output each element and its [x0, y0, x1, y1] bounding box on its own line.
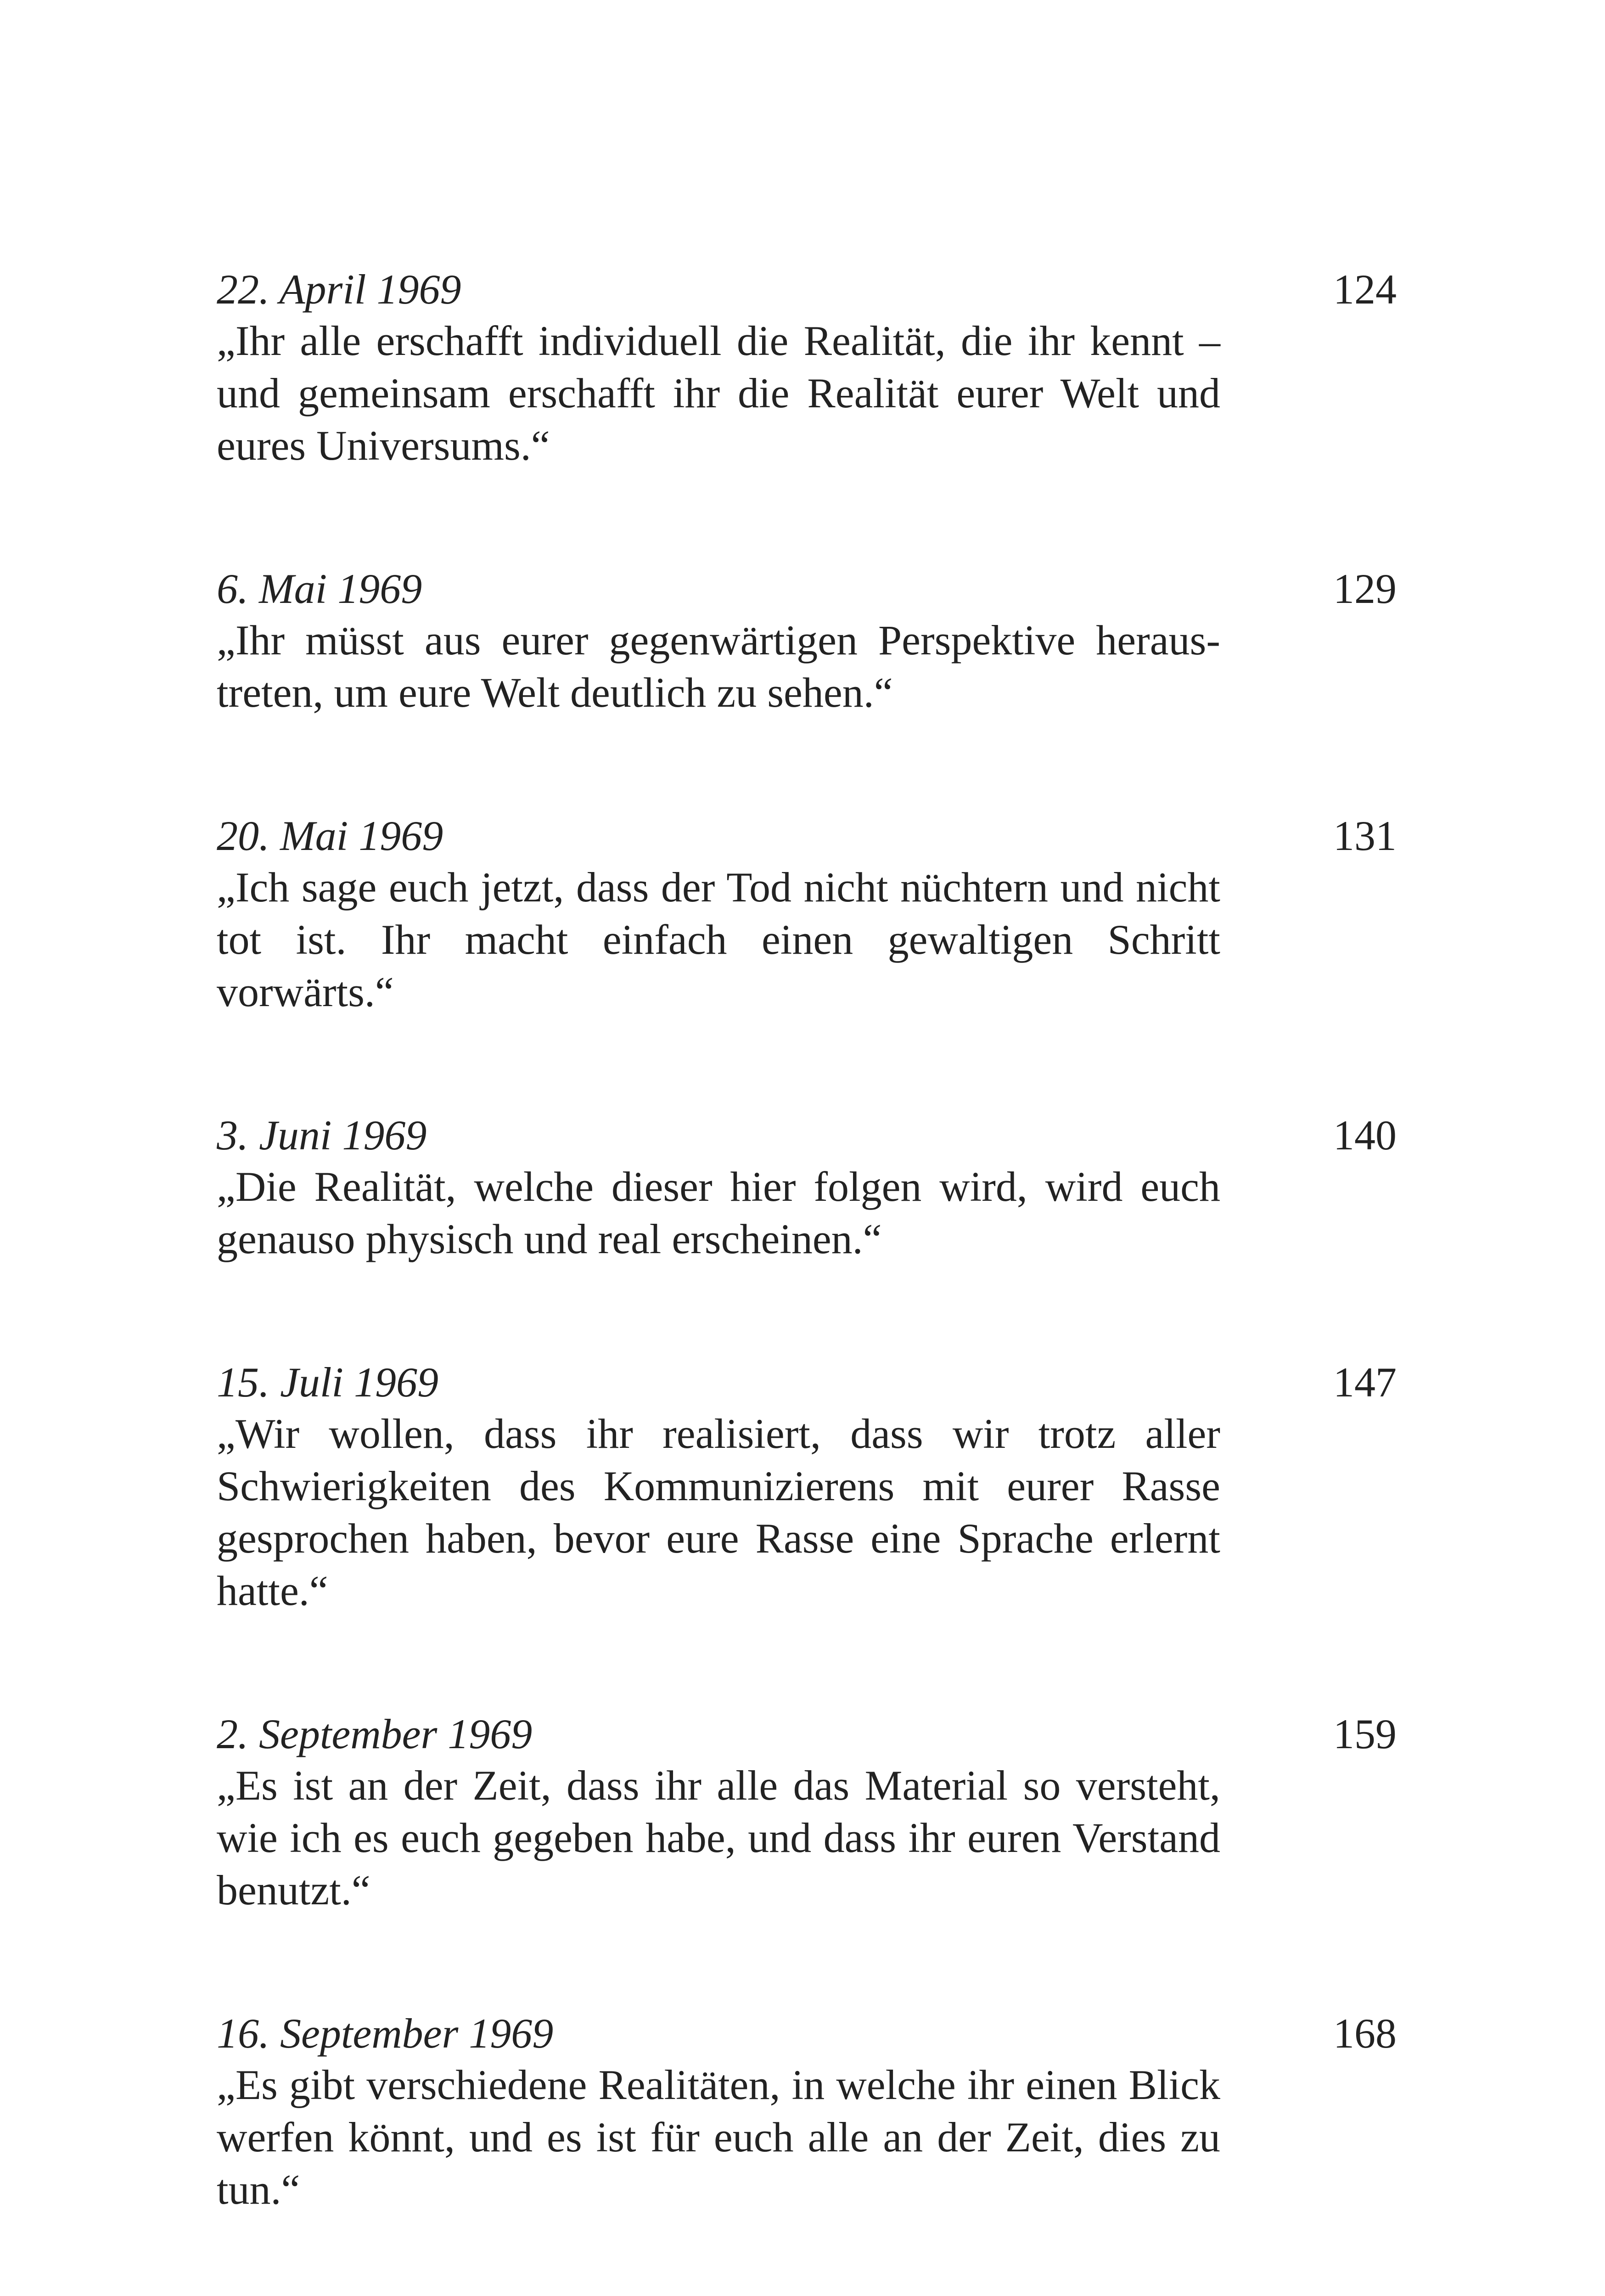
- toc-entry: [217, 563, 1397, 719]
- entry-quote: „Es ist an der Zeit, dass ihr alle das Material so versteht, wie ich es euch gegeben habe, und dass ihr euren Verstand benutzt.“: [217, 1762, 1220, 1913]
- entry-date: 22. April 1969: [217, 266, 461, 313]
- entry-date: 2. September 1969: [217, 1711, 533, 1757]
- entry-page-number: 159: [1333, 1711, 1397, 1757]
- entry-date: 20. Mai 1969: [217, 812, 443, 859]
- entry-page-number: 147: [1333, 1359, 1397, 1406]
- table-of-contents: [217, 264, 1397, 2296]
- entry-page-number: 124: [1333, 266, 1397, 313]
- entry-date: 16. September 1969: [217, 2010, 554, 2057]
- entry-page-number: 129: [1333, 565, 1397, 612]
- entry-page-number: 140: [1333, 1112, 1397, 1159]
- toc-entry: [217, 1357, 1397, 1617]
- toc-entry: [217, 810, 1397, 1018]
- entry-quote: „Ihr müsst aus eurer gegenwärtigen Perspektive heraustreten, um eure Welt deutlich zu sehen.“: [217, 617, 1220, 716]
- entry-date: 15. Juli 1969: [217, 1359, 438, 1406]
- toc-entry: [217, 2008, 1397, 2216]
- toc-entry: [217, 1709, 1397, 1916]
- entry-quote: „Ich sage euch jetzt, dass der Tod nicht nüchtern und nicht tot ist. Ihr macht einfach einen gewaltigen Schritt vorwärts.“: [217, 864, 1220, 1015]
- entry-page-number: 168: [1333, 2010, 1397, 2057]
- toc-entry: [217, 264, 1397, 472]
- entry-date: 3. Juni 1969: [217, 1112, 427, 1159]
- entry-page-number: 131: [1333, 812, 1397, 859]
- toc-entry: [217, 1110, 1397, 1265]
- entry-date: 6. Mai 1969: [217, 565, 422, 612]
- entry-quote: „Wir wollen, dass ihr realisiert, dass wir trotz aller Schwierigkeiten des Kommunizierens mit eurer Rasse gesprochen haben, bevor eure Rasse eine Sprache erlernt hatte.“: [217, 1410, 1220, 1614]
- entry-quote: „Ihr alle erschafft individuell die Realität, die ihr kennt – und gemeinsam erschafft ihr die Realität eurer Welt und eures Universums.“: [217, 317, 1220, 469]
- entry-quote: „Die Realität, welche dieser hier folgen wird, wird euch genauso physisch und real erscheinen.“: [217, 1163, 1220, 1262]
- entry-quote: „Es gibt verschiedene Realitäten, in welche ihr einen Blick werfen könnt, und es ist für euch alle an der Zeit, dies zu tun.“: [217, 2061, 1220, 2213]
